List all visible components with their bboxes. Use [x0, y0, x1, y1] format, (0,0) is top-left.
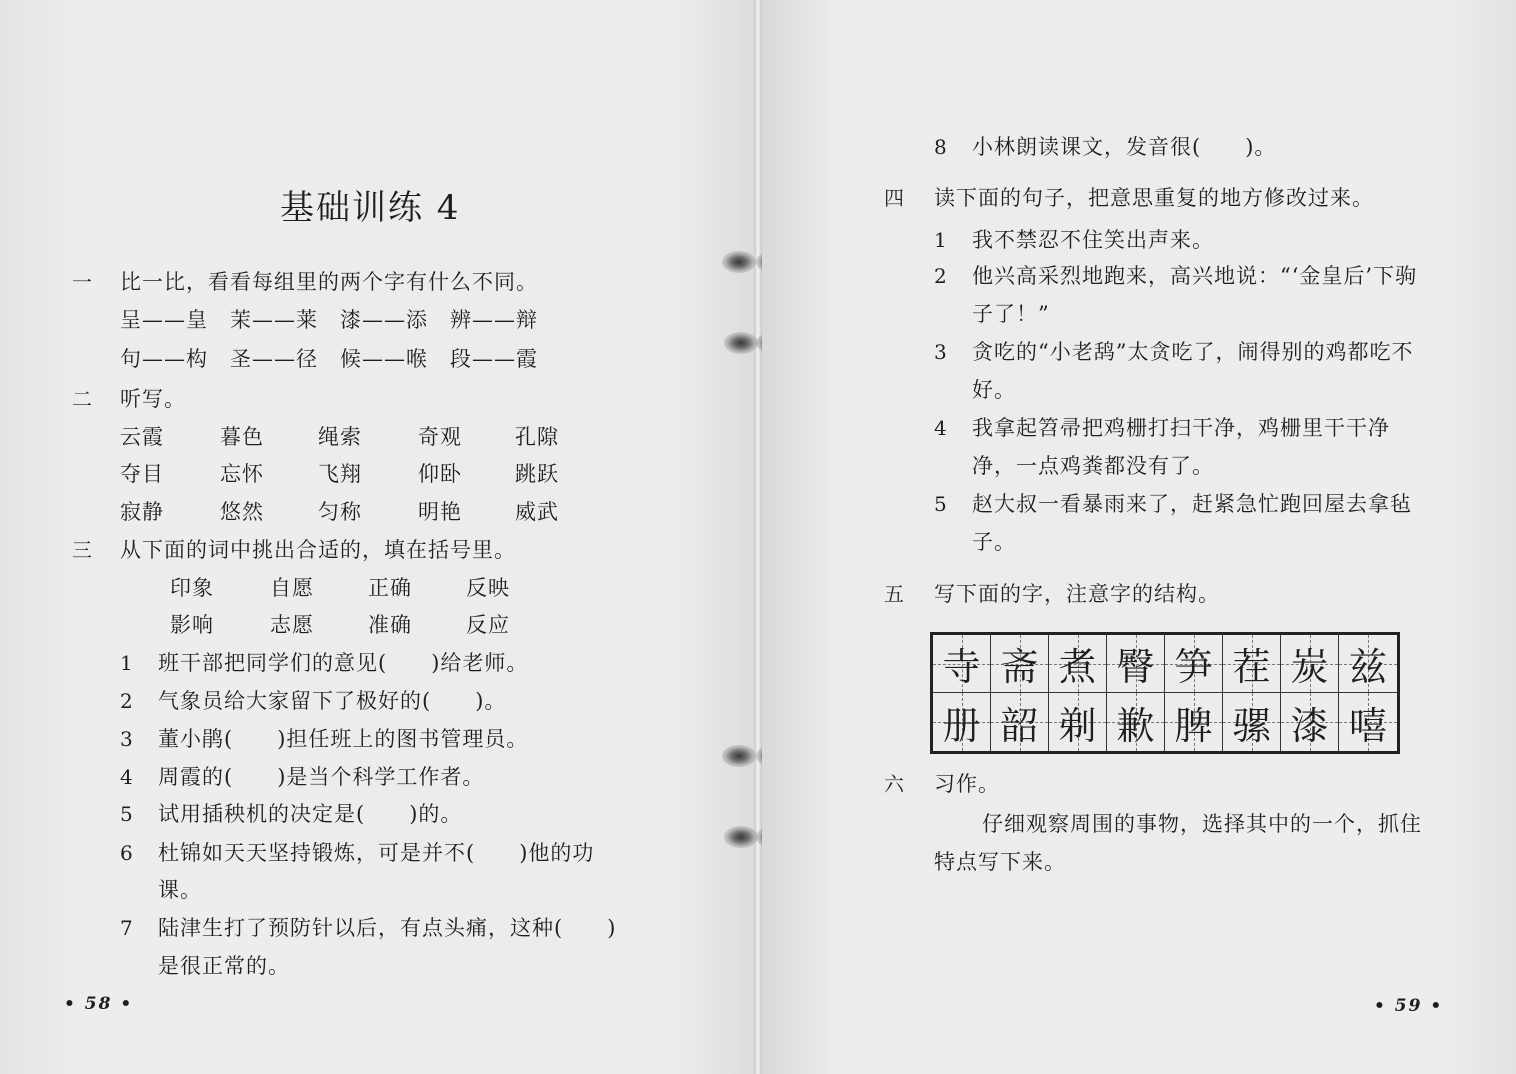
- dictation-word: 寂静: [120, 500, 164, 524]
- grid-cell: [1107, 693, 1165, 751]
- fill-item: 董小鹃( )担任班上的图书管理员。: [158, 727, 529, 751]
- fill-item-continuation: 课。: [158, 878, 202, 902]
- revise-item-continuation: 子。: [972, 530, 1016, 554]
- grid-char: 茬: [1232, 645, 1271, 689]
- fill-item-continuation: 是很正常的。: [158, 954, 290, 978]
- section-1-row-1: 呈——皇 茉——莱 漆——添 辨——辩: [120, 308, 538, 332]
- grid-cell: [1281, 635, 1339, 693]
- item-number: 7: [120, 916, 133, 940]
- section-3-number: 三: [72, 538, 92, 562]
- grid-char: 剃: [1058, 703, 1097, 748]
- dictation-word: 悠然: [220, 500, 264, 524]
- choice-word: 自愿: [270, 576, 314, 600]
- choice-word: 准确: [368, 613, 412, 637]
- grid-char: 骡: [1232, 703, 1271, 748]
- item-number: 5: [120, 802, 133, 826]
- binding-hole: [724, 332, 758, 354]
- grid-char: 脾: [1174, 703, 1213, 748]
- item-number: 5: [934, 492, 947, 516]
- dictation-word: 绳索: [318, 425, 362, 449]
- dictation-word: 威武: [515, 500, 559, 524]
- item-number: 6: [120, 841, 133, 865]
- grid-char: 寺: [942, 645, 981, 689]
- choice-word: 志愿: [270, 613, 314, 637]
- dictation-word: 跳跃: [515, 462, 559, 486]
- revise-item: 我不禁忍不住笑出声来。: [972, 228, 1214, 252]
- section-6-number: 六: [884, 772, 904, 796]
- section-1-number: 一: [72, 270, 92, 294]
- grid-cell: [933, 693, 991, 751]
- grid-char: 兹: [1348, 645, 1387, 689]
- book-spine: [754, 0, 762, 1074]
- section-3-instruction: 从下面的词中挑出合适的，填在括号里。: [120, 538, 516, 562]
- fill-item: 试用插秧机的决定是( )的。: [158, 802, 463, 826]
- character-grid: [930, 632, 1400, 754]
- grid-char: 韶: [1000, 703, 1039, 748]
- grid-char: 煮: [1058, 645, 1097, 689]
- revise-item-continuation: 子了！”: [972, 302, 1050, 326]
- grid-char: 漆: [1290, 703, 1329, 748]
- grid-cell: [1223, 635, 1281, 693]
- item-number: 3: [120, 727, 133, 751]
- dictation-word: 匀称: [318, 500, 362, 524]
- fill-item: 杜锦如天天坚持锻炼，可是并不( )他的功: [158, 841, 595, 865]
- section-2-instruction: 听写。: [120, 387, 186, 411]
- section-1-instruction: 比一比，看看每组里的两个字有什么不同。: [120, 270, 538, 294]
- grid-char: 嘻: [1348, 703, 1387, 748]
- page-number: • 58 •: [64, 994, 134, 1014]
- grid-cell: [1049, 693, 1107, 751]
- choice-word: 反应: [466, 613, 510, 637]
- composition-prompt: 仔细观察周围的事物，选择其中的一个，抓住: [982, 812, 1422, 836]
- dictation-word: 仰卧: [418, 462, 462, 486]
- revise-item: 赵大叔一看暴雨来了，赶紧急忙跑回屋去拿毡: [972, 492, 1412, 516]
- item-number: 3: [934, 340, 947, 364]
- choice-word: 印象: [170, 576, 214, 600]
- grid-cell: [933, 635, 991, 693]
- revise-item: 贪吃的“小老鸹”太贪吃了，闹得别的鸡都吃不: [972, 340, 1414, 364]
- grid-cell: [1339, 635, 1397, 693]
- grid-cell: [1281, 693, 1339, 751]
- grid-char: 臀: [1116, 645, 1155, 689]
- item-number: 4: [934, 416, 947, 440]
- dictation-word: 奇观: [418, 425, 462, 449]
- binding-hole: [724, 826, 758, 848]
- binding-hole: [722, 251, 756, 273]
- choice-word: 正确: [368, 576, 412, 600]
- dictation-word: 明艳: [418, 500, 462, 524]
- fill-item: 陆津生打了预防针以后，有点头痛，这种( ): [158, 916, 617, 940]
- grid-char: 笋: [1174, 645, 1213, 689]
- dictation-word: 孔隙: [515, 425, 559, 449]
- grid-char: 炭: [1290, 645, 1329, 689]
- fill-item: 班干部把同学们的意见( )给老师。: [158, 651, 529, 675]
- item-number: 2: [934, 264, 947, 288]
- right-page: [762, 0, 1516, 1074]
- revise-item: 我拿起笤帚把鸡栅打扫干净，鸡栅里干干净: [972, 416, 1390, 440]
- dictation-word: 忘怀: [220, 462, 264, 486]
- dictation-word: 云霞: [120, 425, 164, 449]
- revise-item: 他兴高采烈地跑来，高兴地说：“‘金皇后’下驹: [972, 264, 1418, 288]
- grid-cell: [1107, 635, 1165, 693]
- revise-item-continuation: 净，一点鸡粪都没有了。: [972, 454, 1214, 478]
- item-number: 1: [120, 651, 133, 675]
- section-2-number: 二: [72, 387, 92, 411]
- grid-cell: [991, 635, 1049, 693]
- grid-cell: [1223, 693, 1281, 751]
- fill-item: 周霞的( )是当个科学工作者。: [158, 765, 485, 789]
- grid-cell: [1049, 635, 1107, 693]
- grid-cell: [1165, 693, 1223, 751]
- dictation-word: 夺目: [120, 462, 164, 486]
- grid-cell: [1165, 635, 1223, 693]
- grid-char: 歉: [1116, 703, 1155, 748]
- section-5-number: 五: [884, 582, 904, 606]
- dictation-word: 暮色: [220, 425, 264, 449]
- item-number: 2: [120, 689, 133, 713]
- page-number: • 59 •: [1374, 996, 1444, 1016]
- left-page: [0, 0, 754, 1074]
- grid-char: 斋: [1000, 645, 1039, 689]
- grid-char: 册: [942, 703, 981, 748]
- section-5-instruction: 写下面的字，注意字的结构。: [934, 582, 1220, 606]
- item-number: 4: [120, 765, 133, 789]
- binding-hole: [722, 745, 756, 767]
- fill-item: 气象员给大家留下了极好的( )。: [158, 689, 507, 713]
- section-1-row-2: 句——构 圣——径 候——喉 段——霞: [120, 347, 538, 371]
- fill-item: 小林朗读课文，发音很( )。: [972, 135, 1277, 159]
- item-number: 8: [934, 135, 947, 159]
- item-number: 1: [934, 228, 947, 252]
- grid-cell: [1339, 693, 1397, 751]
- choice-word: 反映: [466, 576, 510, 600]
- composition-prompt-continuation: 特点写下来。: [934, 850, 1066, 874]
- grid-cell: [991, 693, 1049, 751]
- dictation-word: 飞翔: [318, 462, 362, 486]
- page-title: 基础训练 4: [280, 188, 461, 228]
- section-6-instruction: 习作。: [934, 772, 1000, 796]
- section-4-instruction: 读下面的句子，把意思重复的地方修改过来。: [934, 186, 1374, 210]
- choice-word: 影响: [170, 613, 214, 637]
- section-4-number: 四: [884, 186, 904, 210]
- revise-item-continuation: 好。: [972, 378, 1016, 402]
